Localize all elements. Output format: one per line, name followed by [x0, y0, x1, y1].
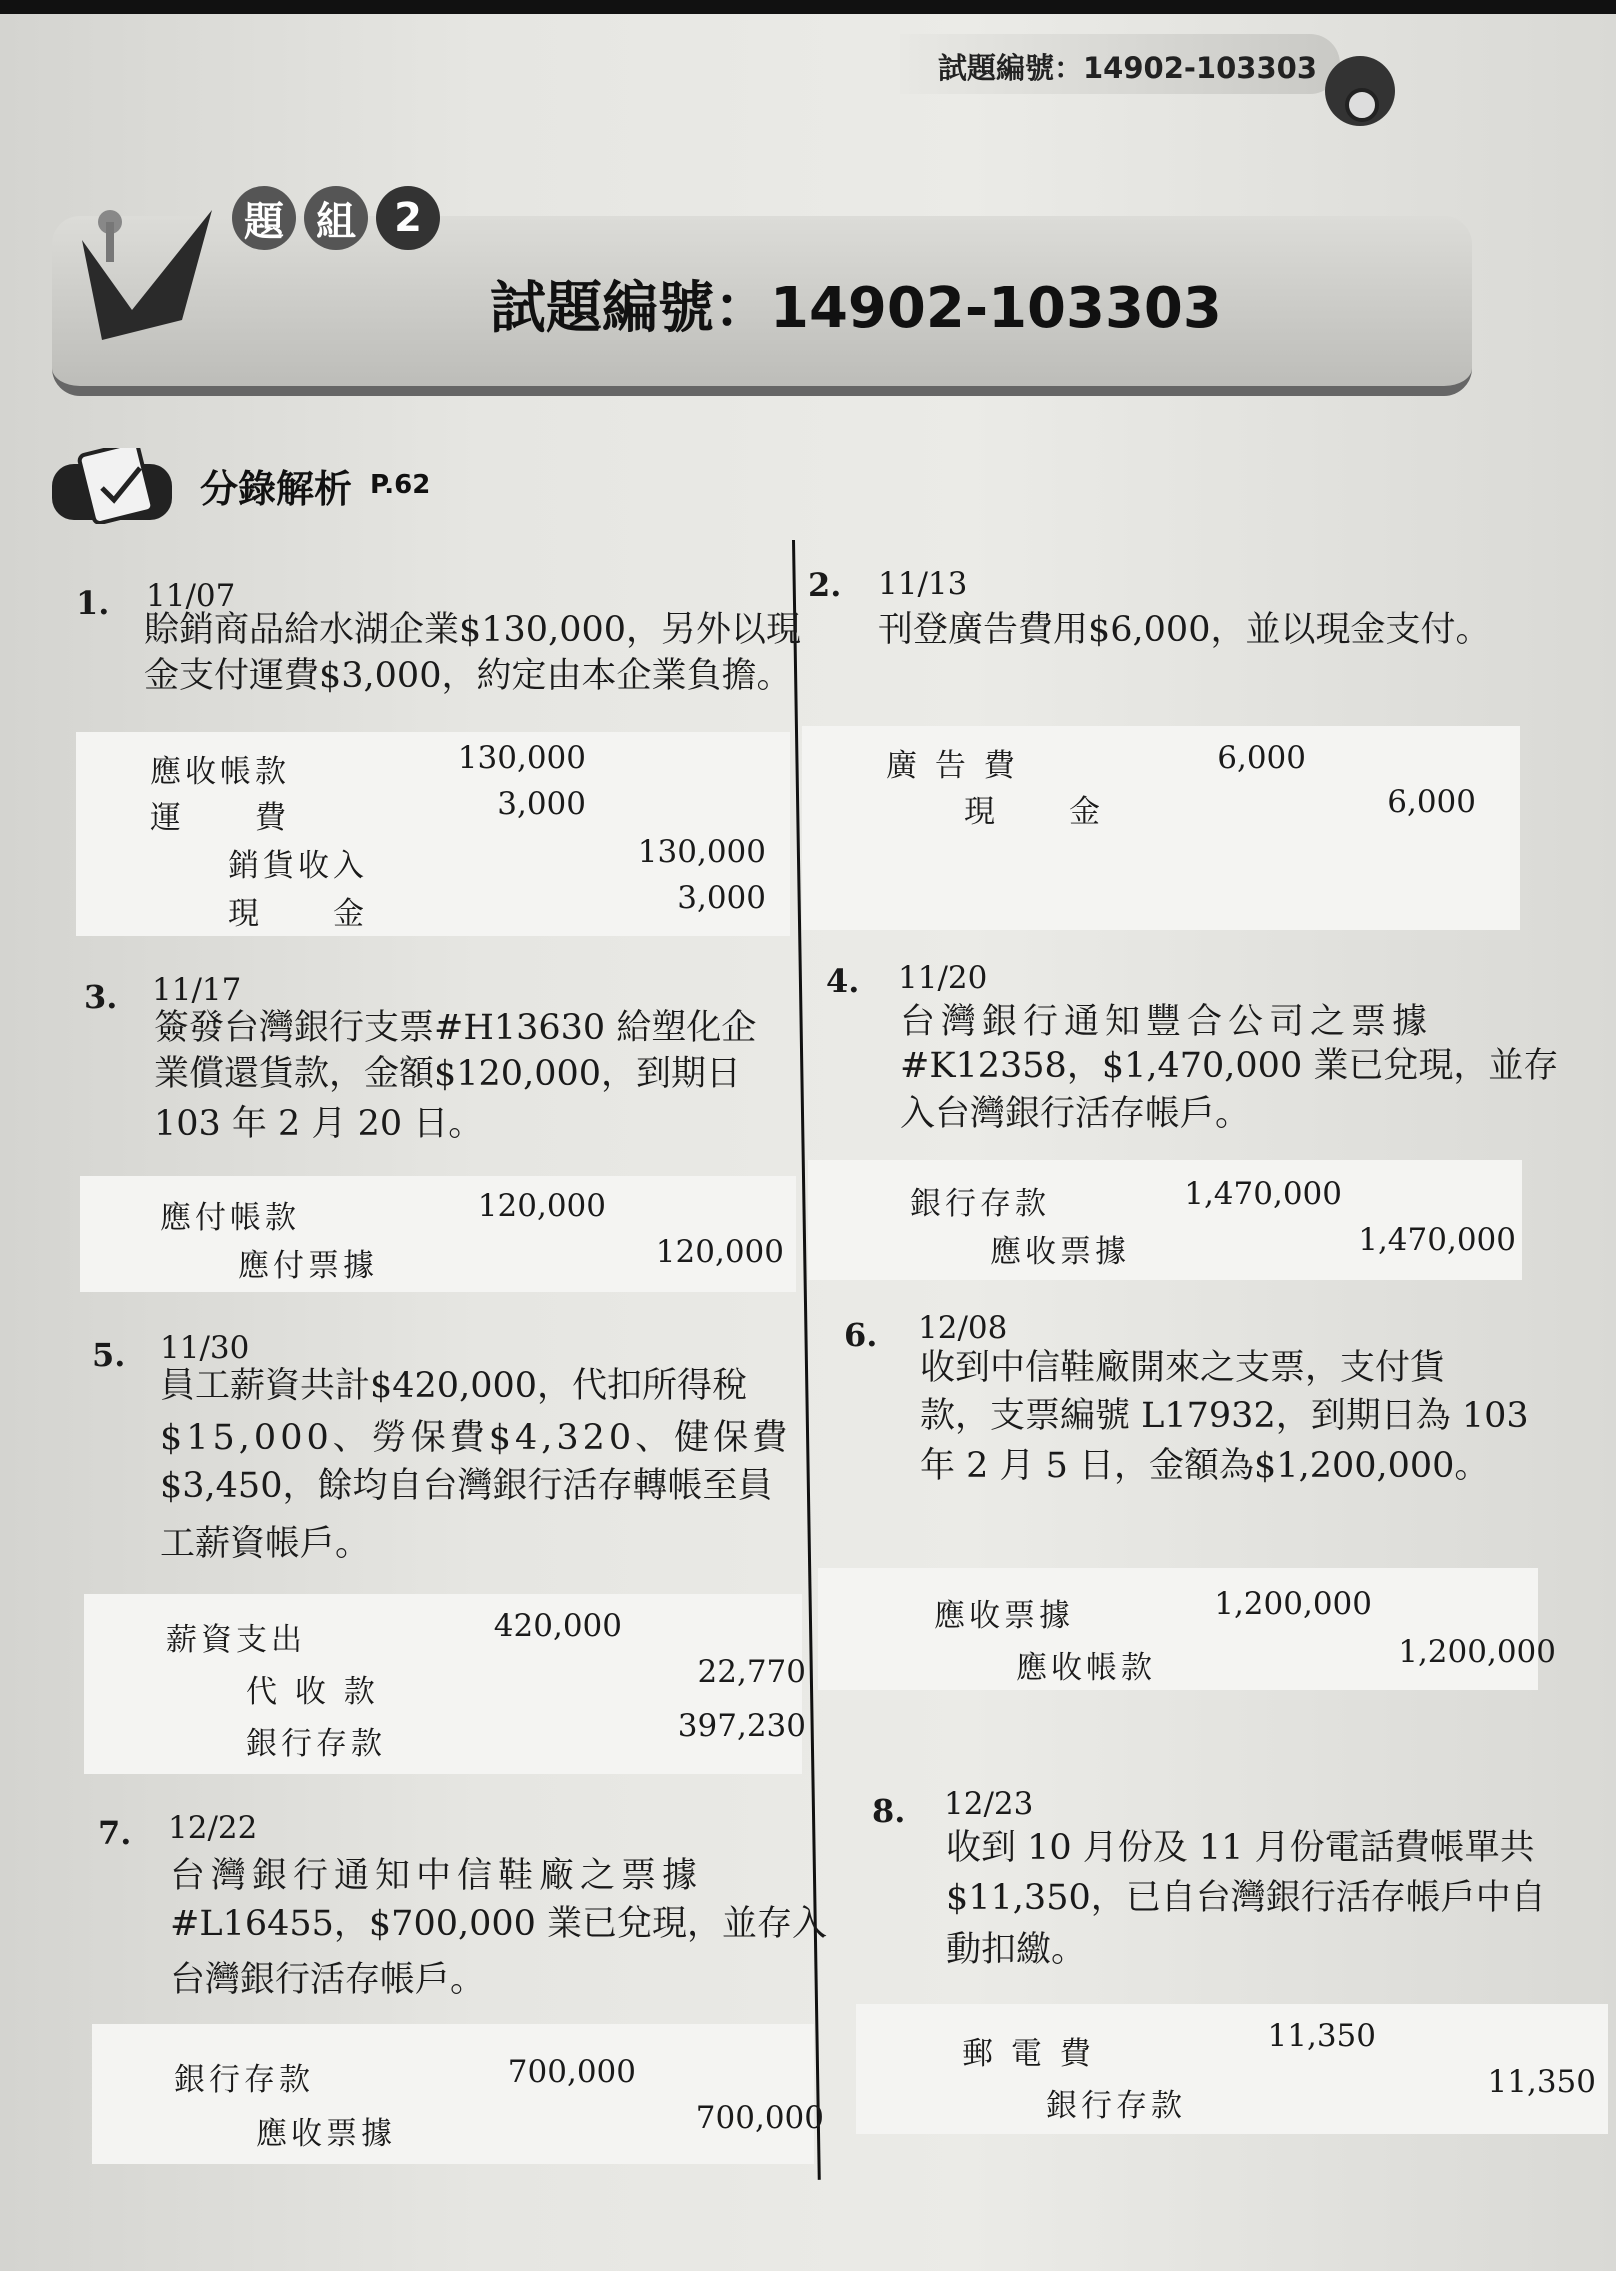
page-curl-inner-icon [1345, 88, 1379, 122]
question-text-line: 工薪資帳戶。 [160, 1524, 371, 1564]
question-date: 11/07 [146, 578, 236, 614]
section-page-ref: P.62 [370, 470, 431, 500]
question-text-line: 台灣銀行通知中信鞋廠之票據 [170, 1856, 704, 1896]
question-date: 12/08 [918, 1310, 1008, 1346]
entry-debit: 3,000 [497, 786, 586, 822]
entry-account: 廣 告 費 [886, 748, 1019, 784]
entry-debit: 700,000 [507, 2054, 636, 2090]
group-badges [232, 186, 440, 250]
question-number: 7. [98, 1814, 132, 1852]
question-text-line: 動扣繳。 [946, 1930, 1087, 1970]
question-number: 2. [808, 566, 842, 604]
entry-debit: 420,000 [493, 1608, 622, 1644]
question-text-line: $11,350，已自台灣銀行活存帳戶中自 [946, 1878, 1546, 1918]
entry-account: 應收帳款 [150, 754, 290, 790]
entry-account: 應付票據 [238, 1248, 378, 1284]
entry-account: 銷貨收入 [228, 848, 368, 884]
question-text-line: #K12358，$1,470,000 業已兌現，並存 [900, 1046, 1559, 1086]
entry-account: 運 費 [150, 800, 290, 836]
question-text-line: $3,450，餘均自台灣銀行活存轉帳至員 [160, 1466, 773, 1506]
entry-debit: 1,470,000 [1184, 1176, 1342, 1212]
question-text-line: 賒銷商品給水湖企業$130,000，另外以現 [144, 610, 802, 650]
entry-debit: 120,000 [477, 1188, 606, 1224]
question-number: 3. [84, 978, 118, 1016]
journal-entry-box [818, 1568, 1538, 1690]
question-text-line: 員工薪資共計$420,000，代扣所得稅 [160, 1366, 748, 1406]
entry-account: 薪資支出 [166, 1622, 306, 1658]
entry-account: 銀行存款 [1046, 2088, 1186, 2124]
question-number: 8. [872, 1792, 906, 1830]
group-number-badge: 2 [376, 186, 440, 250]
entry-account: 應收票據 [256, 2116, 396, 2152]
question-number: 6. [844, 1316, 878, 1354]
entry-account: 應收票據 [990, 1234, 1130, 1270]
question-text-line: 收到中信鞋廠開來之支票，支付貨 [920, 1348, 1446, 1388]
question-text-line: 103 年 2 月 20 日。 [154, 1104, 484, 1144]
banner-title: 試題編號：14902-103303 [490, 276, 1222, 341]
entry-account: 銀行存款 [246, 1726, 386, 1762]
question-date: 12/23 [944, 1786, 1034, 1822]
entry-account: 現 金 [964, 794, 1104, 830]
entry-credit: 397,230 [677, 1708, 806, 1744]
entry-credit: 700,000 [695, 2100, 824, 2136]
question-date: 11/20 [898, 960, 988, 996]
entry-account: 應收帳款 [1016, 1650, 1156, 1686]
entry-account: 代 收 款 [246, 1674, 379, 1710]
entry-debit: 130,000 [457, 740, 586, 776]
question-date: 11/17 [152, 972, 242, 1008]
entry-debit: 6,000 [1217, 740, 1306, 776]
question-text-line: 業償還貨款，金額$120,000，到期日 [154, 1054, 742, 1094]
entry-credit: 3,000 [677, 880, 766, 916]
question-text-line: #L16455，$700,000 業已兌現，並存入 [170, 1904, 828, 1944]
question-text-line: 刊登廣告費用$6,000，並以現金支付。 [878, 610, 1491, 650]
question-text-line: 年 2 月 5 日，金額為$1,200,000。 [920, 1446, 1490, 1486]
entry-account: 銀行存款 [174, 2062, 314, 2098]
entry-account: 現 金 [228, 896, 368, 932]
entry-debit: 11,350 [1267, 2018, 1376, 2054]
question-text-line: 收到 10 月份及 11 月份電話費帳單共 [946, 1828, 1535, 1868]
question-text-line: 金支付運費$3,000，約定由本企業負擔。 [144, 656, 792, 696]
question-text-line: $15,000、勞保費$4,320、健保費 [160, 1418, 792, 1458]
section-heading [52, 448, 452, 524]
section-title: 分錄解析 [200, 467, 353, 511]
entry-account: 應收票據 [934, 1598, 1074, 1634]
top-edge [0, 0, 1616, 14]
question-text-line: 款，支票編號 L17932，到期日為 103 [920, 1396, 1529, 1436]
entry-credit: 130,000 [637, 834, 766, 870]
entry-credit: 120,000 [655, 1234, 784, 1270]
question-number: 1. [76, 584, 110, 622]
question-date: 11/13 [878, 566, 968, 602]
entry-credit: 22,770 [697, 1654, 806, 1690]
question-number: 4. [826, 962, 860, 1000]
header-test-code: 試題編號：14902-103303 [938, 51, 1317, 85]
entry-credit: 11,350 [1487, 2064, 1596, 2100]
entry-credit: 6,000 [1387, 784, 1476, 820]
question-date: 11/30 [160, 1330, 250, 1366]
entry-account: 應付帳款 [160, 1200, 300, 1236]
group-badge: 題 [232, 186, 296, 250]
entry-debit: 1,200,000 [1214, 1586, 1372, 1622]
notepad-icon [52, 448, 172, 524]
question-text-line: 台灣銀行通知豐合公司之票據 [900, 1002, 1434, 1042]
question-text-line: 簽發台灣銀行支票#H13630 給塑化企 [154, 1008, 757, 1048]
entry-account: 郵 電 費 [962, 2036, 1095, 2072]
question-text-line: 台灣銀行活存帳戶。 [170, 1960, 486, 2000]
group-badge: 組 [304, 186, 368, 250]
question-text-line: 入台灣銀行活存帳戶。 [900, 1094, 1251, 1134]
entry-account: 銀行存款 [910, 1186, 1050, 1222]
question-number: 5. [92, 1336, 126, 1374]
entry-credit: 1,470,000 [1358, 1222, 1516, 1258]
entry-credit: 1,200,000 [1398, 1634, 1556, 1670]
question-date: 12/22 [168, 1810, 258, 1846]
arrow-icon [62, 200, 222, 350]
